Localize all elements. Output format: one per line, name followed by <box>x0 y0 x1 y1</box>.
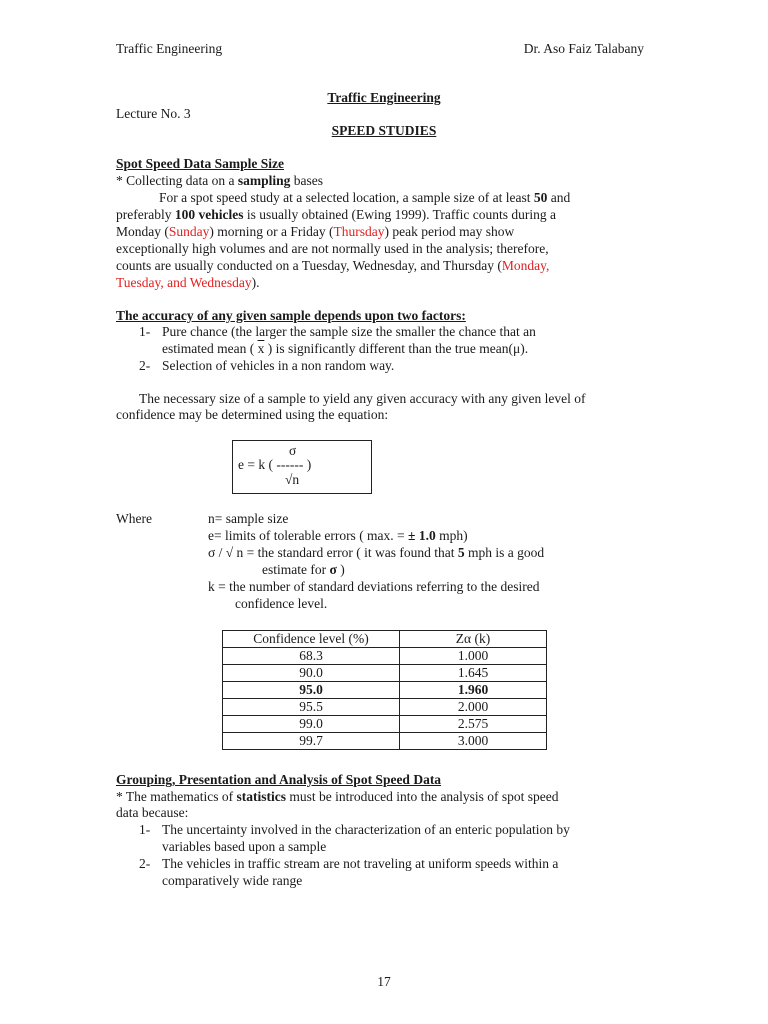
where-label: Where <box>116 511 152 526</box>
sigma-symbol: σ <box>289 443 297 458</box>
sqrt-n: √n <box>285 472 300 487</box>
section-heading-accuracy: The accuracy of any given sample depends upon two factors: <box>116 308 466 323</box>
paragraph-line: data because: <box>116 805 189 820</box>
paragraph-line: confidence may be determined using the equation: <box>116 407 389 422</box>
table-header-row <box>223 631 547 648</box>
paragraph-line: * The mathematics of statistics must be introduced into the analysis of spot speed <box>116 789 559 804</box>
equation-main: e = k ( ------ ) <box>238 457 312 472</box>
lecture-number: Lecture No. 3 <box>116 106 191 121</box>
table-row: 90.0 1.645 <box>223 665 547 682</box>
header-z: Zα (k) <box>400 631 547 648</box>
confidence-table <box>222 630 547 750</box>
paragraph-line: The necessary size of a sample to yield any given accuracy with any given level of <box>139 391 586 406</box>
list-item-continuation: estimated mean ( $\overline{x}$ ) is significantly different than the true mean(μ). <box>162 341 529 356</box>
header-right: Dr. Aso Faiz Talabany <box>523 41 644 56</box>
table-row: 95.5 2.000 <box>223 699 547 716</box>
list-item-continuation: variables based upon a sample <box>162 839 327 854</box>
bullet-sampling: * Collecting data on a sampling bases <box>116 173 323 188</box>
equation-box <box>232 440 372 494</box>
header-left: Traffic Engineering <box>116 41 223 56</box>
table-row: 95.0 1.960 <box>223 682 547 699</box>
course-title: Traffic Engineering <box>327 90 441 105</box>
table-row: 99.0 2.575 <box>223 716 547 733</box>
paragraph-sample-size: For a spot speed study at a selected location, a sample size of at least 50 and preferably 100 vehicles is usually obtained (Ewing 1999). Traffic counts during a Monday (Sunday) morning or a Friday (Thursday) peak period may show exceptionally high volumes and are not normally used in the analysis; therefore, counts are usually conducted on a Tuesday, Wednesday, and Thursday (Monday, Tuesday, and Wednesday). <box>116 190 571 290</box>
list-item: 1- The uncertainty involved in the characterization of an enteric population by <box>139 822 570 837</box>
list-item: 2- The vehicles in traffic stream are not traveling at uniform speeds within a <box>139 856 559 871</box>
header-confidence: Confidence level (%) <box>223 631 400 648</box>
section-heading-sample-size: Spot Speed Data Sample Size <box>116 156 285 171</box>
list-item: 2- Selection of vehicles in a non random way. <box>139 358 395 373</box>
section-heading-grouping: Grouping, Presentation and Analysis of Spot Speed Data <box>116 772 442 787</box>
list-item: 1- Pure chance (the larger the sample size the smaller the chance that an <box>139 324 536 339</box>
page-number: 17 <box>377 974 391 989</box>
list-item-continuation: comparatively wide range <box>162 873 303 888</box>
definitions: n= sample size e= limits of tolerable errors ( max. = ± 1.0 mph) σ / √ n = the standard error ( it was found that 5 mph is a good estimate for σ ) k = the number of standard deviations referring to the desired confidence level. <box>208 511 545 611</box>
topic-title: SPEED STUDIES <box>331 123 437 138</box>
table-row: 99.7 3.000 <box>223 733 547 750</box>
table-row: 68.3 1.000 <box>223 648 547 665</box>
